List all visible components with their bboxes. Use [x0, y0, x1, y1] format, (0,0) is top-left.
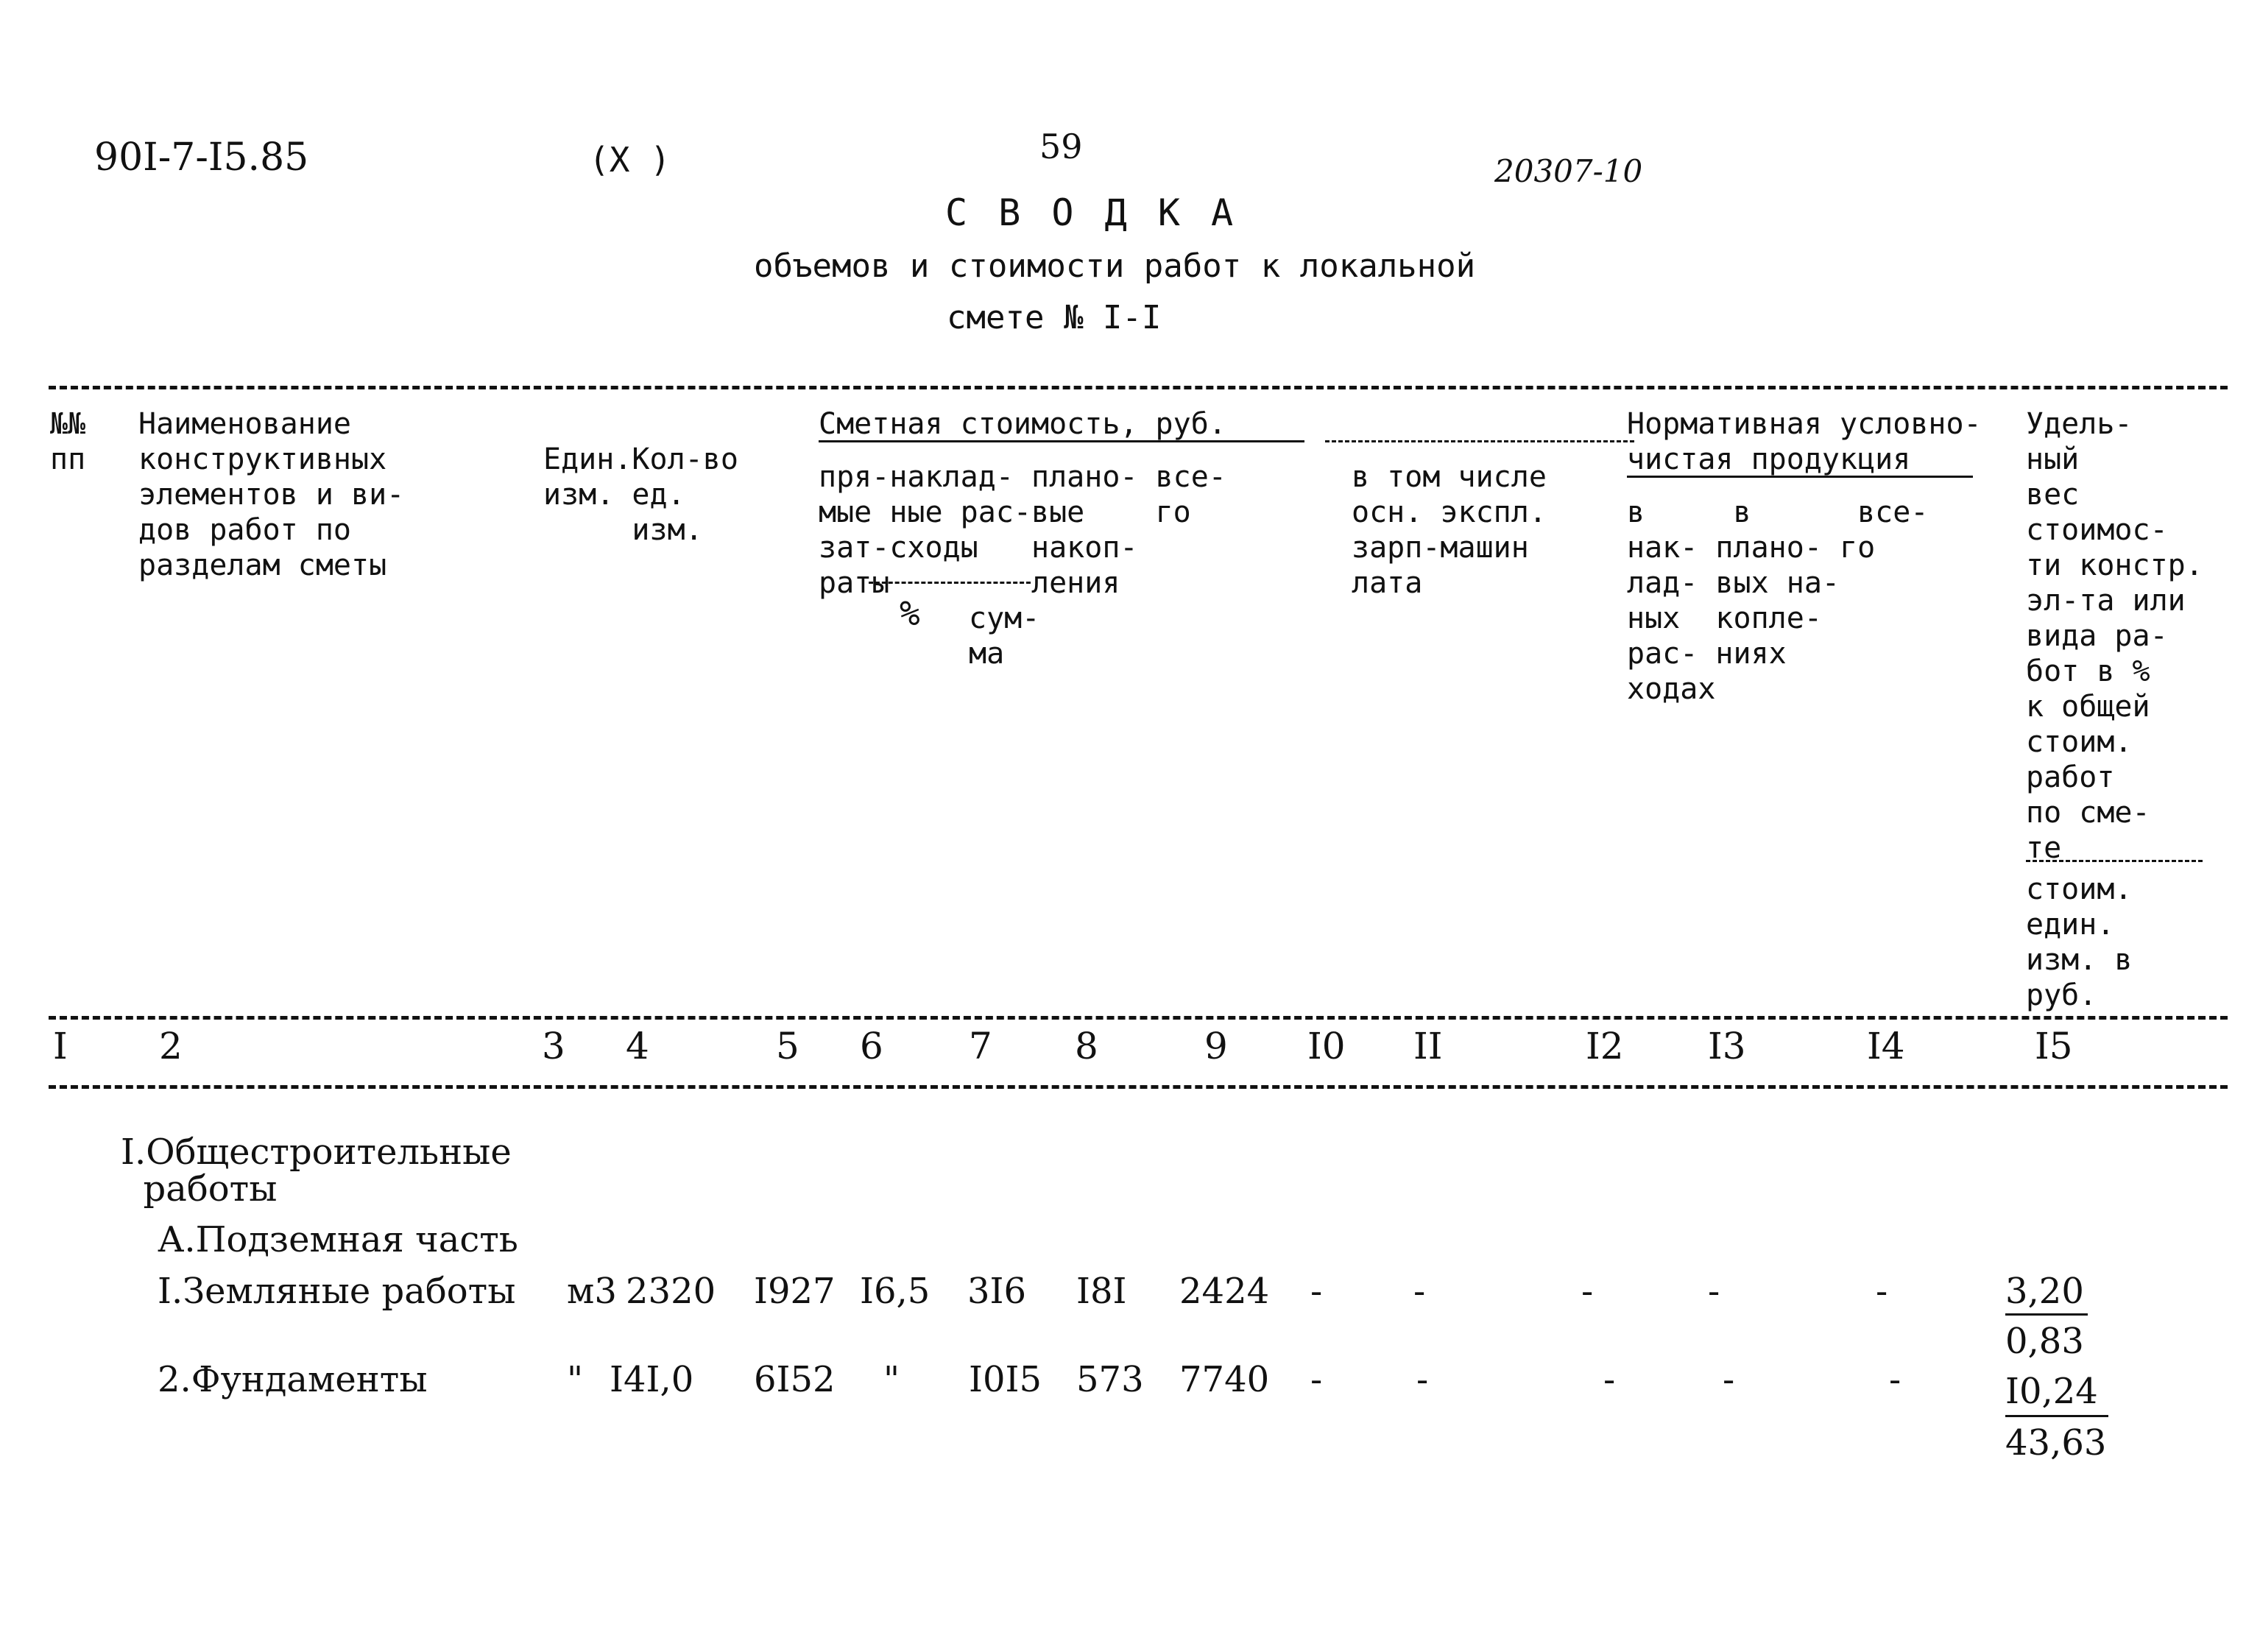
row-overhead-sum: 3I6: [967, 1271, 1027, 1312]
header-cost-title: Сметная стоимость, руб.: [819, 407, 1226, 441]
cost-title-underline: [819, 440, 1304, 442]
handwritten-code: 20307-10: [1494, 153, 1643, 189]
row-share: 3,20: [2005, 1271, 2084, 1312]
header-percent: %: [900, 593, 920, 633]
cost-title-dash: [1325, 440, 1634, 442]
row-unit: м3: [567, 1271, 617, 1312]
column-number: 8: [1075, 1025, 1098, 1067]
column-number: II: [1413, 1025, 1443, 1067]
page-number: 59: [1039, 127, 1083, 166]
doc-code: 90I-7-I5.85: [94, 135, 309, 180]
row-col10: -: [1310, 1359, 1323, 1400]
specific-split-dash: [2026, 860, 2203, 862]
row-direct-costs: 6I52: [754, 1359, 836, 1400]
row-unit: ": [567, 1359, 584, 1400]
document-subtitle-2: смете № I-I: [947, 299, 1162, 336]
row-col13: -: [1723, 1359, 1735, 1400]
header-normative-sub: в в все- нак- плано- го лад- вых на- ных копле- рас- ниях ходах: [1627, 495, 1929, 706]
normative-underline: [1627, 476, 1973, 478]
row-direct-costs: I927: [754, 1271, 836, 1312]
column-number: I2: [1586, 1025, 1624, 1067]
row-name: 2.Фундаменты: [158, 1359, 428, 1400]
header-cost-sub: пря-наклад- плано- все- мые ные рас-вые го зат-сходы накоп- раты ления: [819, 460, 1226, 600]
subsection-title: А.Подземная часть: [158, 1219, 518, 1260]
fraction-line: [2005, 1313, 2088, 1316]
row-col11: -: [1416, 1359, 1429, 1400]
row-col14: -: [1876, 1271, 1888, 1312]
header-including: в том числе осн. экспл. зарп-машин лата: [1352, 460, 1547, 600]
row-col13: -: [1708, 1271, 1720, 1312]
row-planned: I8I: [1076, 1271, 1127, 1312]
row-col14: -: [1889, 1359, 1901, 1400]
table-header-rule: [49, 1016, 2228, 1020]
row-total: 7740: [1179, 1359, 1270, 1400]
column-number: 5: [776, 1025, 799, 1067]
row-total: 2424: [1179, 1271, 1270, 1312]
section-title: I.Общестроительные работы: [121, 1132, 512, 1210]
document-subtitle: объемов и стоимости работ к локальной: [754, 247, 1476, 285]
row-overhead-sum: I0I5: [969, 1359, 1042, 1400]
header-name: Наименование конструктивных элементов и ви- дов работ по разделам сметы: [138, 407, 405, 582]
column-number: 9: [1204, 1025, 1228, 1067]
row-col11: -: [1413, 1271, 1426, 1312]
header-normative: Нормативная условно- чистая продукция: [1627, 407, 1982, 476]
document-title: С В О Д К А: [945, 191, 1238, 234]
column-number: I0: [1307, 1025, 1346, 1067]
part-label: (X ): [589, 140, 671, 180]
row-unit-cost: 43,63: [2005, 1422, 2107, 1464]
fraction-line: [2005, 1415, 2108, 1417]
row-unit-cost: 0,83: [2005, 1321, 2084, 1362]
row-col10: -: [1310, 1271, 1323, 1312]
table-top-rule: [49, 386, 2228, 389]
column-number: 3: [542, 1025, 565, 1067]
column-number: 2: [159, 1025, 183, 1067]
row-col12: -: [1603, 1359, 1616, 1400]
column-numbers-rule: [49, 1085, 2228, 1089]
row-name: I.Земляные работы: [158, 1271, 516, 1312]
row-col12: -: [1581, 1271, 1594, 1312]
column-number: I4: [1867, 1025, 1905, 1067]
column-number: I5: [2035, 1025, 2073, 1067]
header-num: №№ пп: [50, 407, 86, 476]
row-share: I0,24: [2005, 1371, 2098, 1412]
column-number: 7: [969, 1025, 992, 1067]
header-unit-qty: Един.Кол-во изм. ед. изм.: [543, 442, 738, 547]
column-number: I: [53, 1025, 68, 1067]
column-number: I3: [1708, 1025, 1746, 1067]
column-number: 4: [626, 1025, 649, 1067]
row-percent: ": [883, 1359, 900, 1400]
header-summa: сум- ма: [969, 601, 1040, 671]
header-unit-cost: стоим. един. изм. в руб.: [2026, 872, 2133, 1012]
row-qty: I4I,0: [610, 1359, 694, 1400]
header-specific-weight: Удель- ный вес стоимос- ти констр. эл-та или вида ра- бот в % к общей стоим. работ по сме- те: [2026, 407, 2203, 865]
column-number: 6: [860, 1025, 883, 1067]
row-planned: 573: [1076, 1359, 1144, 1400]
row-percent: I6,5: [860, 1271, 931, 1312]
direct-split-dash: [869, 582, 1031, 584]
row-qty: 2320: [626, 1271, 716, 1312]
